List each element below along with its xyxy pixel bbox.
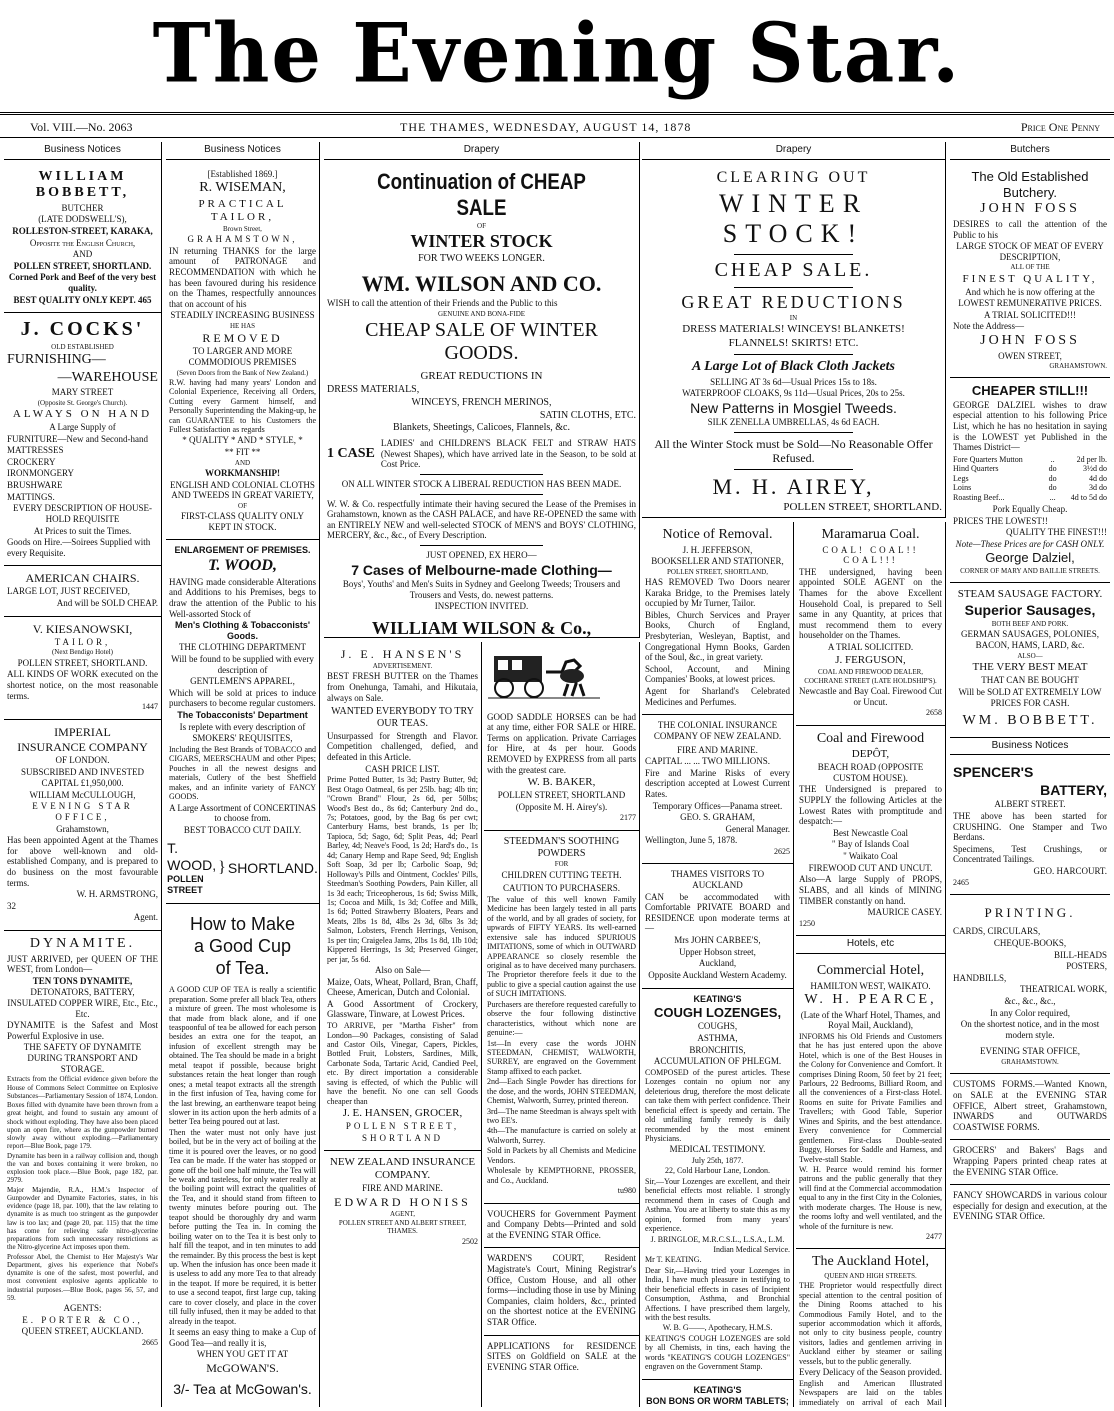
table-row: Legs do 4d do xyxy=(953,473,1107,483)
ad-maramarua-coal: Maramarua Coal. COAL! COAL!! COAL!!! THE undersigned, having been appointed SOLE AGENT on the Thames for the above Excellent Household Coal, is prepared to Sell same in any Quantity, at prices that must recommend them to every householder on the Thames. A TRIAL SOLICITED. J. FERGUSON, COAL AND FIREWOOD DEALER, COCHRANE STREET (LATE HOLDSHIP'S). Newcastle and Bay Coal. Firewood Cut or Uncut. 2658 xyxy=(796,522,945,726)
ad-hansen: J. E. HANSEN'S ADVERTISEMENT. BEST FRESH BUTTER on the Thames from Onehunga, Tamahi, and Hikutaia, always on Sale. WANTED EVERYBODY TO TRY OUR TEAS. Unsurpassed for Strength and Flavor. Competition challenged, defied, and defeated in this Article. CASH PRICE LIST. Prime Potted Butter, 1s 3d; Pastry Butter, 9d; Best Otago Oatmeal, 6s per 25lb. bag; 4lb tin; "Crown Brand" Flour, 2s 6d, per 50lbs; Wood's Best do., 8s 6d; Canterbury 2nd do., 7s; Potatoes, good, by the Bag 6s per cwt; Canterbury Hams, best brands, 1s per lb; Tapioca, 5d; Sago, 6d; Split Peas, 4d; Pearl Barley, 4d; Neave's Food, 1s 2d; Hard's do., 1s 4d; Canary Hemp and Rape Seed, 9d; English Soft Soap, 3d per lb; Carbolic Soap, 9d; Holloway's Pills and Ointment, Cockles' Pills, Steedman's Soothing Powders, Pain Killer, all 1s 3d each; Triceopherous, 1s 6d; Swiss Milk, 1s; Cocoa and Milk, 1s 3d; Coffee and Milk, 1s 6d; Potted Strawberry Bloaters, Pears and Meats, 2lbs 1s 8d, 4lbs 2s 3d, 6lbs 3s 3d; Salmon, Lobsters, French Herrings, Venison, 1s per tin; Craigelea Jams, 2lbs 1s 8d, 1lb 10d; Kippered Herrings, 1s 3d; Preserved Ginger, per jar, 5s 6d. Also on Sale— Maize, Oats, Wheat, Pollard, Bran, Chaff, Cheese, American, Dutch and Colonial. A Good Assortment of Crockery, Glassware, Tinware, at Lowest Prices. TO ARRIVE, per "Martha Fisher" from London—90 Packages, consisting of Salad and Castor Oils, Vinegar, Capers, Pickles, Bottled Fruit, Lobsters, Sardines, Milk, Carbonate Soda, Tartaric Acid, Candied Peel, etc. By direct importation a considerable saving is effected, of which the Public will have the benefit. No one can sell Goods cheaper than J. E. HANSEN, GROCER, POLLEN STREET, SHORTLAND xyxy=(324,642,481,1151)
felt-hats-notice: 1 CASE LADIES' and CHILDREN'S BLACK FELT and STRAW HATS (Newest Shapes), which have arrived late in the Season, to be sold at Cost Price. xyxy=(327,438,636,470)
column-5 xyxy=(950,142,1110,1407)
ad-mcgowans-tea: How to Make a Good Cup of Tea. A GOOD CUP OF TEA is really a scientific preparation. Some prefer all black Tea, others a mixture of green. The most wholesome is that made from black alone, and if one teaspoonful of tea be allowed for each person besides an extra one for the teapot, an infusion of excellent strength may be obtained. The Tea should be made in a bright metal teapot if possible, because bright substances retain the heat longer than rough ones; a metal teapot extracts all the strength in the first infusion of Tea, having come for the last brewing, an earthenware teapot being slower in its action upon the herb admits of a better Tea being poured out at last. Then the water must not only have just boiled, but be in the very act of boiling at the time it is poured over the leaves, or no good Tea can be made. If the water has stopped or gone off the boil one half minute, the Tea will be weak and tasteless, for only water really at the boiling point will extract the qualities of the Tea, and it should stand from fifteen to twenty minutes before pouring out. The teapot should be thoroughly dry and warm before putting the Tea in. In coming the boiling water on to the Tea it is best only to half fill the teapot, and in ten minutes to add the remainder. By this process the best is kept up. When the infusion has once been made it is useless to add any more Tea to that already in the teapot. If more be required, it is better to use a second teapot, first large cup, taking care to cover closely, and place in the cover till fully infused, then it may be added to that already in the teapot. It seems an easy thing to make a Cup of Good Tea—and really it is, WHEN YOU GET IT AT McGOWAN'S. 3/- Tea at McGowan's. xyxy=(169,913,316,1398)
ad-steedman: STEEDMAN'S SOOTHING POWDERS FOR CHILDREN CUTTING TEETH. CAUTION TO PURCHASERS. The value of this well known Family Medicine has been largely tested in all parts of the world, and by all grades of society, for upwards of FIFTY YEARS. Its well-earned extensive sale has induced SPURIOUS IMITATIONS, some of which in OUTWARD APPEARANCE so closely resemble the original as to have deceived many purchasers. The Proprietor therefore feels it due to the public to give a special caution against the use of SUCH IMITATIONS. Purchasers are therefore requested carefully to observe the four following distinctive characteristics, without which none are genuine:— 1st—In every case the words JOHN STEEDMAN, CHEMIST, WALWORTH, SURREY, are engraved on the Government Stamp affixed to each packet. 2nd—Each Single Powder has directions for the dose, and the words, JOHN STEEDMAN, Chemist, Walworth, Surrey, printed thereon. 3rd—The name Steedman is always spelt with two EE's. 4th—The manufacture is carried on solely at Walworth, Surrey. Sold in Packets by all Chemists and Medicine Vendors. Wholesale by KEMPTHORNE, PROSSER, and Co., Auckland. tu980 xyxy=(484,831,639,1204)
column-4-top xyxy=(642,142,946,518)
ad-baker: GOOD SADDLE HORSES can be had at any time, either FOR SALE or HIRE. Terms on application. Private Carriages for Hire, at 4s per hour. Goods REMOVED by EXPRESS from all parts with the greatest care. W. B. BAKER, POLLEN STREET, SHORTLAND (Opposite M. H. Airey's). 2177 xyxy=(484,707,639,831)
ad-warden: WARDEN'S COURT, Resident Magistrate's Court, Mining Registrar's Office, Custom House, and all other forms—including those in use by Mining Companies, claim holders, &c., printed on the shortest notice at the EVENING STAR Office. xyxy=(484,1248,639,1335)
ad-nz-insurance: NEW ZEALAND INSURANCE COMPANY. FIRE AND MARINE. EDWARD HONISS AGENT, POLLEN STREET AND ALBERT STREET, THAMES. 2502 xyxy=(329,1156,478,1246)
ad-airey: CLEARING OUT WINTER STOCK! CHEAP SALE. GREAT REDUCTIONS IN DRESS MATERIALS! WINCEYS! BLANKETS! FLANNELS! SKIRTS! ETC. A Large Lot of Black Cloth Jackets SELLING AT 3s 6d—Usual Prices 15s to 18s. WATERPROOF CLOAKS, 9s 11d—Usual Prices, 20s to 25s. New Patterns in Mosgiel Tweeds. SILK ZENELLA UMBRELLAS, 4s 6d EACH. All the Winter Stock must be Sold—No Reasonable Offer Refused. M. H. AIREY, POLLEN STREET, SHORTLAND. xyxy=(654,168,942,514)
ad-wood: ENLARGEMENT OF PREMISES. T. WOOD, HAVING made considerable Alterations and Additions to his Premises, begs to draw the attention of the Public to his Well-assorted Stock of Men's Clothing & Tobacconists' Goods. THE CLOTHING DEPARTMENT Will be found to be supplied with every description of GENTLEMEN'S APPAREL, Which will be sold at prices to induce purchasers to become regular customers. The Tobacconists' Department Is replete with every description of SMOKERS' REQUISITES, Including the Best Brands of TOBACCO and CIGARS, MEERSCHAUM and other Pipes; Pouches in all the newest designs and materials, Cutlery of the best Sheffield makes, and an infinite variety of FANCY GOODS. A Large Assortment of CONCERTINAS to choose from. BEST TOBACCO CUT DAILY. T. WOOD, POLLEN STREET } SHORTLAND. xyxy=(166,540,319,903)
column-3-top xyxy=(324,142,640,638)
meat-price-table xyxy=(953,455,1107,502)
carriage-illustration-icon xyxy=(484,644,604,702)
ad-kiesanowski: V. KIESANOWSKI, TAILOR, (Next Bendigo Hotel) POLLEN STREET, SHORTLAND. ALL KINDS OF WORK executed on the shortest notice, on the most reasonable terms. 1447 xyxy=(4,617,161,720)
column-3b xyxy=(484,642,640,1407)
table-row: Fore Quarters Mutton .. 2d per lb. xyxy=(953,454,1107,464)
section-heading-hotels: Hotels, etc xyxy=(796,936,945,954)
table-row: Loins do 3d do xyxy=(953,483,1107,493)
ad-keating-cough: KEATING'S COUGH LOZENGES, COUGHS, ASTHMA, BRONCHITIS, ACCUMULATION OF PHLEGM. COMPOSED of the purest articles. These Lozenges contain no opium nor any deleterious drug, therefore the most delicate can take them with perfect confidence. Their beneficial effect is speedy and certain. The old unfailing family remedy is daily recommended by the most eminent Physicians. MEDICAL TESTIMONY. July 25th, 1877. 22, Cold Harbour Lane, London. Sir,—Your Lozenges are excellent, and their beneficial effects most reliable. I strongly recommend them in cases of Cough and Asthma. You are at liberty to state this as my opinion, formed from many years' experience. J. BRINGLOE, M.R.C.S.L., L.S.A., L.M. Indian Medical Service. Mr T. KEATING. Dear Sir,—Having tried your Lozenges in India, I have much pleasure in testifying to their beneficial effects in cases of Incipient Consumption, Asthma, and Bronchial Affections. I have prescribed them largely, with the best results. W. B. G——, Apothecary, H.M.S. KEATING'S COUGH LOZENGES are sold by all Chemists, in tins, each having the words "KEATING'S COUGH LOZENGES" engraven on the Government Stamp. xyxy=(642,989,793,1380)
ad-spencer-battery: SPENCER'S BATTERY, ALBERT STREET. THE above has been started for CRUSHING. One Stamper and Two Berdans. Specimens, Test Crushings, or Concentrated Tailings. GEO. HARCOURT. 2465 xyxy=(950,759,1110,895)
ad-dalziel: CHEAPER STILL!!! GEORGE DALZIEL wishes to draw especial attention to his following Price List, which he has no hesitation in saying is the LOWEST yet Published in the Thames District— Fore Quarters Mutton .. 2d per lb. Hind Quarters do 3½d do Legs do 4d do Loins do 3d do Roasting Beef... ... 4d to 5d do Pork Equally Cheap. PRICES THE LOWEST!! QUALITY THE FINEST!!! Note—These Prices are for CASH ONLY. George Dalziel, CORNER OF MARY AND BAILLIE STREETS. xyxy=(950,378,1110,583)
ad-dynamite: DYNAMITE. JUST ARRIVED, per QUEEN OF THE WEST, from London— TEN TONS DYNAMITE, DETONATORS, BATTERY, INSULATED COPPER WIRE, Etc., Etc., Etc. DYNAMITE is the Safest and Most Powerful Explosive in use. THE SAFETY OF DYNAMITE DURING TRANSPORT AND STORAGE. Extracts from the Official evidence given before the House of Commons Select Committee on Explosive Substances—Parliamentary Session of 1874, London. Boxes filled with dynamite have been thrown from a great height, and found to sustain any amount of shock without exploding. They have also been placed upon an open fire, where as the gunpowder burned slowly away without exploding.—Parliamentary report—Blue Book, page 179. Dynamite has been in a railway collision and, though the van and boxes containing it were broken, no explosion took place.—Blue Book, page 182, par. 2979. Major Majendie, R.A., H.M.'s Inspector of Gunpowder and Dynamite Factories, states, in his evidence (page 18, par. 100), that the law relating to dynamite is as much too stringent as the gunpowder law is too lax; and (page 20, par. 115) that the time has come for relieving safe nitro-glycerine preparations from such unnecessary restrictions as the Nitro-glycerine Act imposes upon them. Professor Abel, the Chemist to Her Majesty's War Department, gives his experience that Nobel's dynamite is one of the safest, most powerful, and most convenient explosive agents applicable to industrial purposes.—Blue Book, pages 56, 57, and 59. AGENTS: E. PORTER & CO., QUEEN STREET, AUCKLAND. 2665 xyxy=(7,936,158,1347)
ad-colonial-insurance: THE COLONIAL INSURANCE COMPANY OF NEW ZEALAND. FIRE AND MARINE. CAPITAL ... ... TWO MILLIONS. Fire and Marine Risks of every description accepted at Lowest Current Rates. Temporary Offices—Panama street. GEO. S. GRAHAM, General Manager. Wellington, June 5, 1878. 2625 xyxy=(642,715,793,864)
ad-cocks: J. COCKS' OLD ESTABLISHED FURNISHING— —WAREHOUSE MARY STREET (Opposite St. George's Church). ALWAYS ON HAND A Large Supply of FURNITURE—New and Second-hand MATTRESSES CROCKERY IRONMONGERY BRUSHWARE MATTINGS. EVERY DESCRIPTION OF HOUSE-HOLD REQUISITE At Prices to suit the Times. Goods on Hire.—Soirees Supplied with every Requisite. xyxy=(4,313,161,566)
section-heading: Drapery xyxy=(642,142,945,160)
volume-number: Vol. VIII.—No. 2063 xyxy=(30,120,133,134)
ad-visitors: THAMES VISITORS TO AUCKLAND CAN be accommodated with Comfortable PRIVATE BOARD and RESIDENCE upon moderate terms at— Mrs JOHN CARBEE'S, Upper Hobson street, Auckland, Opposite Auckland Western Academy. xyxy=(642,864,793,988)
ad-imperial-insurance: IMPERIAL INSURANCE COMPANY OF LONDON. SUBSCRIBED AND INVESTED CAPITAL £1,950,000. WILLIAM McCULLOUGH, EVENING STAR OFFICE, Grahamstown, Has been appointed Agent at the Thames for above well-known and old-established Company, and is prepared to do business on the most favourable terms. W. H. ARMSTRONG, 32 Agent. xyxy=(4,720,161,931)
ad-chairs: AMERICAN CHAIRS. LARGE LOT, JUST RECEIVED, And will be SOLD CHEAP. xyxy=(4,566,161,616)
masthead xyxy=(0,0,1114,112)
ad-printing: PRINTING. CARDS, CIRCULARS, CHEQUE-BOOKS, BILL-HEADS POSTERS, HANDBILLS, THEATRICAL WORK, &c., &c., &c., In any Color required, On the shortest notice, and in the most modern style. EVENING STAR OFFICE, GRAHAMSTOWN. xyxy=(950,895,1110,1074)
column-3a xyxy=(324,642,482,1407)
table-row: Roasting Beef... ... 4d to 5d do xyxy=(953,492,1107,502)
section-heading: Drapery xyxy=(324,142,639,160)
ad-bobbett: WILLIAM BOBBETT, BUTCHER (LATE DODSWELL'S), ROLLESTON-STREET, KARAKA, Opposite the English Church, AND POLLEN STREET, SHORTLAND. Corned Pork and Beef of the very best quality. BEST QUALITY ONLY KEPT. 465 xyxy=(4,164,161,314)
column-4b xyxy=(796,522,946,1407)
ad-foss: The Old Established Butchery. JOHN FOSS DESIRES to call the attention of the Public to his LARGE STOCK OF MEAT OF EVERY DESCRIPTION, ALL OF THE FINEST QUALITY, And which he is now offering at the LOWEST REMUNERATIVE PRICES. A TRIAL SOLICITED!!! Note the Address— JOHN FOSS OWEN STREET, GRAHAMSTOWN. xyxy=(950,164,1110,379)
section-heading: Business Notices xyxy=(4,142,161,160)
ad-auckland-hotel: The Auckland Hotel, QUEEN AND HIGH STREETS. THE Proprietor would respectfully direct special attention to the central position of the Dining Rooms attached to his Commodious Family Hotel, and to the superior accommodation which it affords, not only to city business people, country visitors, ladies and gentlemen arriving in Auckland either by steamer or sailing vessels, but to the public generally. Every Delicacy of the Season provided. English and American Illustrated Newspapers are laid on the tables immediately on arrival of each Mail xyxy=(799,1254,942,1407)
column-4a xyxy=(642,522,794,1407)
ad-sausage-factory: STEAM SAUSAGE FACTORY. Superior Sausages, BOTH BEEF AND PORK. GERMAN SAUSAGES, POLONIES, BACON, HAMS, LARD, &c. ALSO— THE VERY BEST MEAT THAT CAN BE BOUGHT Will be SOLD AT EXTREMELY LOW PRICES FOR CASH. WM. BOBBETT. xyxy=(950,583,1110,738)
table-row: Hind Quarters do 3½d do xyxy=(953,464,1107,474)
section-heading: Business Notices xyxy=(166,142,319,160)
section-heading-business: Business Notices xyxy=(950,738,1110,756)
ad-applications: APPLICATIONS for RESIDENCE SITES on Goldfield on SALE at the EVENING STAR Office. xyxy=(487,1340,636,1372)
ad-jefferson: Notice of Removal. J. H. JEFFERSON, BOOKSELLER AND STATIONER, POLLEN STREET, SHORTLAND, HAS REMOVED Two Doors nearer Karaka Bridge, to the Premises lately occupied by Mr Turner, Tailor. Bibles, Church Services and Prayer Books, Church of England, Presbyterian, Wesleyan, Baptist, and Congregational Hymn Books, Garden of the Soul, &c., in great variety. School, Account, and Mining Companies' Books, at lowest prices. Agent for Sharland's Celebrated Medicines and Perfumes. xyxy=(642,522,793,715)
ad-commercial-hotel: Commercial Hotel, HAMILTON WEST, WAIKATO. W. H. PEARCE, (Late of the Wharf Hotel, Thames, and Royal Mail, Auckland), INFORMS his Old Friends and Customers that he has just entered upon the above Hotel, which is one of the Best Houses in the Colony for Convenience and Comfort. It comprises Dining Room, 50 feet by 21 feet; Parlours, 22 Bedrooms, Billiard Room, and all the conveniences of a First-class Hotel. Rooms en suite for Private Families and Travellers; with Good Table, Superior Wines and Spirits, and the best attendance. Every convenience for Commercial gentlemen. First-class Double-seated Buggy, Horses for Saddle and Harness, and Twelve-stall Stable. W. H. Pearce would remind his former patrons and the public generally that they will find at the Commercial accommodation equal to any in the first City in the Colonies, with moderate charges. The House is new, the rooms lofty and well ventilated, and the whole of the furniture is new. 2477 xyxy=(796,958,945,1249)
issue-date: THE THAMES, WEDNESDAY, AUGUST 14, 1878 xyxy=(400,120,692,134)
column-1 xyxy=(4,142,162,1407)
issue-price: Price One Penny xyxy=(1020,120,1100,134)
newspaper-title: The Evening Star. xyxy=(152,5,962,102)
section-heading: Butchers xyxy=(950,142,1110,160)
ad-showcards: FANCY SHOWCARDS in various colour especially for design and execution, at the EVENING STAR Office. xyxy=(953,1190,1107,1222)
ad-wiseman: [Established 1869.] R. WISEMAN, PRACTICAL TAILOR, Brown Street, GRAHAMSTOWN, IN returning THANKS for the large amount of PATRONAGE and RECOMMENDATION with which he has been favoured during his residence on the Thames, respectfully announces that on account of his STEADILY INCREASING BUSINESS HE HAS REMOVED TO LARGER AND MORE COMMODIOUS PREMISES (Seven Doors from the Bank of New Zealand.) R.W. having had many years' London and Colonial Experience, Receiving all Orders, Cutting every Garment himself, and Personally Superintending the Making-up, he can GUARANTEE to his Customers the Fullest Satisfaction as regards * QUALITY * AND * STYLE, * ** FIT ** AND WORKMANSHIP! ENGLISH AND COLONIAL CLOTHS AND TWEEDS IN GREAT VARIETY, OF FIRST-CLASS QUALITY ONLY KEPT IN STOCK. xyxy=(166,164,319,540)
issue-bar xyxy=(0,112,1114,138)
ad-vouchers: VOUCHERS for Government Payment and Company Debts—Printed and sold at the EVENING STAR Office. xyxy=(484,1204,639,1249)
ad-keating-bonbons: KEATING'S BON BONS OR WORM TABLETS; xyxy=(642,1380,793,1407)
ad-firewood-depot: Coal and Firewood DEPÔT, BEACH ROAD (OPPOSITE CUSTOM HOUSE). THE Undersigned is prepared to SUPPLY the following Articles at the Lowest Rates with promptitude and despatch:— Best Newcastle Coal " Bay of Islands Coal " Waikato Coal FIREWOOD CUT AND UNCUT. Also—A large Supply of PROPS, SLABS, and all kinds of MINING TIMBER constantly on hand. MAURICE CASEY. 1250 xyxy=(796,726,945,936)
column-2 xyxy=(166,142,320,1407)
ad-customs-forms: CUSTOMS FORMS.—Wanted Known, on SALE at the EVENING STAR OFFICE, Albert street, Grahamstown, INWARDS and OUTWARDS COASTWISE FORMS. xyxy=(950,1074,1110,1140)
ad-grocers-bags: GROCERS' and Bakers' Bags and Wrapping Papers printed cheap rates at the EVENING STAR Office. xyxy=(950,1140,1110,1185)
wood-signature: T. WOOD, POLLEN STREET } SHORTLAND. xyxy=(167,840,318,895)
ad-wilson: Continuation of CHEAP SALE OF WINTER STOCK FOR TWO WEEKS LONGER. WM. WILSON AND CO. WISH to call the attention of their Friends and the Public to this GENUINE AND BONA-FIDE CHEAP SALE OF WINTER GOODS. GREAT REDUCTIONS IN DRESS MATERIALS, WINCEYS, FRENCH MERINOS, SATIN CLOTHS, ETC. Blankets, Sheetings, Calicoes, Flannels, &c. 1 CASE LADIES' and CHILDREN'S BLACK FELT and STRAW HATS (Newest Shapes), which have arrived late in the Season, to be sold at Cost Price. ON ALL WINTER STOCK A LIBERAL REDUCTION HAS BEEN MADE. W. W. & Co. respectfully intimate their having secured the Lease of the Premises in Grahamstown, known as the CASH PALACE, and have RE-OPENED the same with an ENTIRELY NEW and well-selected STOCK of MEN'S and BOYS' CLOTHING, MERCERY, &c., &c., of Every Description. JUST OPENED, EX HERO— 7 Cases of Melbourne-made Clothing— Boys', Youths' and Men's Suits in Sydney and Geelong Tweeds; Trousers and Trousers and Vests, do. newest patterns. INSPECTION INVITED. WILLIAM WILSON & Co., xyxy=(327,168,636,638)
